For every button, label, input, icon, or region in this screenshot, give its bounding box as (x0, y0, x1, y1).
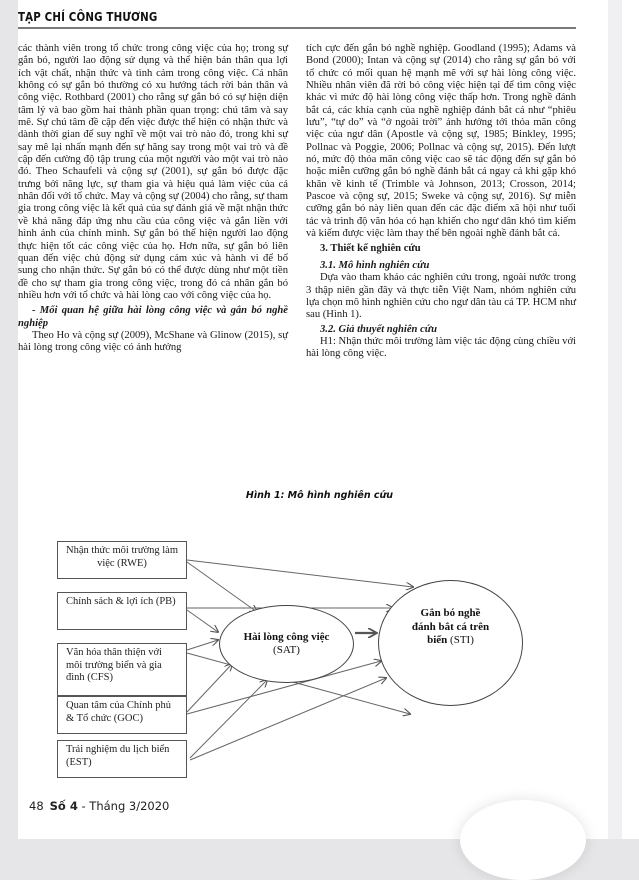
construct-ellipse-sat (219, 605, 354, 683)
page-footer (29, 799, 169, 813)
arrow-est-sti (190, 678, 386, 760)
body-paragraph: các thành viên trong tổ chức trong công việc của họ; trong sự gắn bó, người lao động sử dụng và thể hiện bản thân qua lợi ích vật chất, nhận thức và tình cảm trong công việc. Cá nhân không có sự gắn bó thường có xu hướng tách rời bản thân và công việc. Rothbard (2001) cho rằng sự gắn bó có sự hiện diện tâm lý và bao gồm hai thành phần quan trọng: chú tâm và say mê. Sự chú tâm đề cập đến việc được thể hiện có nhận thức và dành thời gian để suy nghĩ về một vai trò nào đó, trong khi sự say mê lại nhấn mạnh đến sự hăng say trong một vai trò và đề cập đến cường độ tập trung của một người vào một vai trò nào đó. Theo Schaufeli và cộng sự (2001), sự gắn bó được đặc trưng bởi năng lực, sự tham gia và hiệu quả làm việc của cá nhân đối với tổ chức. May và cộng sự (2004) cho rằng, sự tham gia trong công việc là kết quả của sự đánh giá về mặt nhận thức về khả năng đáp ứng nhu cầu của công việc và gắn liền với hình ảnh của chính mình. Sự gắn bó thể hiện người lao động thực hiện tốt các công việc của họ. Hơn nữa, sự gắn bó liên quan đến việc chủ động sử dụng cảm xúc và hành vi để bổ sung cho nhận thức. Sự gắn bó có thể được dùng như một tiền đề cho sự tham gia trong công việc, trong đó cá nhân gắn bó nhiều hơn với tổ chức và hài lòng cao với công việc của họ. (18, 43, 288, 301)
arrow-rwe-sti (187, 560, 413, 587)
body-paragraph: tích cực đến gắn bó nghề nghiệp. Goodland (1995); Adams và Bond (2000); Intan và cộng sự (2014) cho rằng sự gắn bó với tổ chức có mối quan hệ mạnh mẽ với sự hài lòng công việc. Nhiều nhân viên đã rời bỏ công việc hiện tại để tìm công việc khác vì mức độ hài lòng công việc thấp hơn. Trong nghề đánh bắt cá, các khía cạnh của nghề nghiệp đánh bắt cá như “phiêu lưu”, “tự do” và “ở ngoài trời” ảnh hưởng tới thỏa mãn công việc của ngư dân (Apostle và cộng sự, 1985; Binkley, 1995; Pollnac và Poggie, 2006; Pollnac và cộng sự, 2015). Đến lượt nó, mức độ thỏa mãn công việc cao sẽ tác động đến sự gắn bó hoặc miễn cưỡng gắn bó nghề đánh bắt cá ngay cả khi gặp khó khăn về kinh tế (Trimble và Johnson, 2013; Crosson, 2014; Pascoe và cộng sự, 2015; Sweke và cộng sự, 2016). Sự miễn cưỡng gắn bó này liên quan đến các đặc điểm xã hội như tuổi tác và trình độ văn hóa có hạn khiến cho ngư dân khó tìm kiếm và kiếm được việc làm thay thế bên ngoài nghề đánh bắt cá. (306, 43, 576, 240)
subsection-heading: 3.2. Giả thuyết nghiên cứu (320, 323, 438, 335)
research-model-diagram (0, 500, 639, 790)
body-paragraph: H1: Nhận thức môi trường làm việc tác động cùng chiều với hài lòng công việc. (306, 335, 576, 360)
construct-box-rwe: Nhận thức môi trường làm việc (RWE) (57, 541, 187, 579)
left-column (18, 43, 288, 355)
sat-code: (SAT) (273, 644, 300, 656)
sti-code: (STI) (450, 634, 474, 646)
construct-box-est: Trải nghiệm du lịch biển (EST) (57, 740, 187, 778)
page-number: 48 (29, 799, 44, 813)
construct-box-cfs: Văn hóa thân thiện với môi trường biển và gia đình (CFS) (57, 643, 187, 696)
arrow-cfs-sat (187, 640, 218, 650)
sti-label: Gắn bó nghề đánh bắt cá trên biển (411, 607, 490, 646)
journal-masthead: TẠP CHÍ CÔNG THƯƠNG (18, 9, 158, 24)
issue-number: Số 4 (49, 799, 78, 813)
body-paragraph: Theo Ho và cộng sự (2009), McShane và Glinow (2015), sự hài lòng trong công việc có ảnh hưởng (18, 329, 288, 354)
construct-box-goc: Quan tâm của Chính phủ & Tổ chức (GOC) (57, 696, 187, 734)
arrow-pb-sat (187, 610, 218, 632)
floating-action-button[interactable] (460, 800, 586, 880)
subsection-heading: 3.1. Mô hình nghiên cứu (320, 259, 430, 271)
body-paragraph: Dựa vào tham khảo các nghiên cứu trong, ngoài nước trong 3 thập niên gần đây và thực tiễn Việt Nam, nhóm nghiên cứu lựa chọn mô hình nghiên cứu cho ngư dân tàu cá TP. HCM như sau (Hình 1). (306, 272, 576, 321)
sat-label: Hài lòng công việc (243, 630, 330, 643)
arrow-goc-sat (187, 664, 232, 712)
arrow-rwe-sat (187, 562, 257, 612)
construct-box-pb: Chính sách & lợi ích (PB) (57, 592, 187, 630)
right-column (306, 43, 576, 361)
masthead-rule (18, 27, 576, 29)
issue-date: - Tháng 3/2020 (81, 799, 170, 813)
construct-ellipse-sti (378, 580, 523, 706)
section-heading: 3. Thiết kế nghiên cứu (320, 242, 421, 254)
figure-caption: Hình 1: Mô hình nghiên cứu (245, 490, 394, 501)
subsection-heading: - Mối quan hệ giữa hài lòng công việc và gắn bó nghề nghiệp (18, 305, 288, 329)
arrow-est-sat (190, 680, 267, 758)
